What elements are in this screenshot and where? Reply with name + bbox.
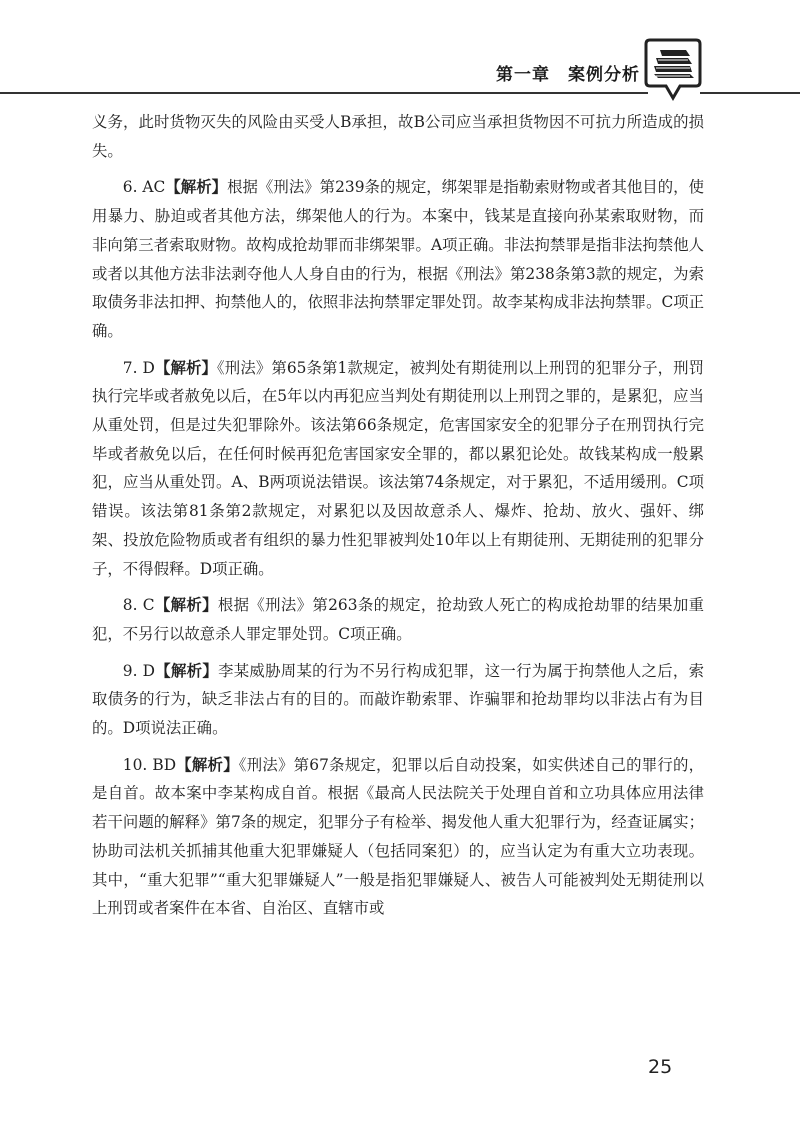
analysis-tag: 【解析】	[176, 755, 239, 774]
analysis-tag: 【解析】	[154, 358, 217, 377]
analysis-tag: 【解析】	[155, 661, 219, 680]
answer-number: 10. BD	[122, 755, 177, 774]
answer-number: 6. AC	[122, 178, 166, 197]
header-rule-right	[700, 92, 800, 94]
answer-10	[92, 751, 704, 923]
answer-9	[92, 657, 704, 743]
answer-number: 7. D	[122, 358, 155, 377]
paragraph-text: 义务，此时货物灭失的风险由买受人B承担，故B公司应当承担货物因不可抗力所造成的损失。	[92, 113, 704, 160]
page-header	[0, 0, 800, 96]
header-rule	[0, 92, 648, 94]
chapter-title: 案例分析	[568, 65, 640, 85]
page-body	[92, 108, 704, 931]
answer-6	[92, 173, 704, 345]
answer-7	[92, 354, 704, 584]
paragraph-text: 根据《刑法》第239条的规定，绑架罪是指勒索财物或者其他目的，使用暴力、胁迫或者其他方法，绑架他人的行为。本案中，钱某是直接向孙某索取财物，而非向第三者索取财物。故构成抢劫罪而非绑架罪。A项正确。非法拘禁罪是指非法拘禁他人或者以其他方法非法剥夺他人人身自由的行为，根据《刑法》第238条第3款的规定，为索取债务非法扣押、拘禁他人的，依照非法拘禁罪定罪处罚。故李某构成非法拘禁罪。C项正确。	[92, 178, 705, 340]
page-number: 25	[648, 1056, 673, 1078]
answer-8	[92, 591, 704, 648]
paragraph-text: 《刑法》第65条第1款规定，被判处有期徒刑以上刑罚的犯罪分子，刑罚执行完毕或者赦免以后，在5年以内再犯应当判处有期徒刑以上刑罚之罪的，是累犯，应当从重处罚，但是过失犯罪除外。该法第66条规定，危害国家安全的犯罪分子在刑罚执行完毕或者赦免以后，在任何时候再犯危害国家安全罪的，都以累犯论处。故钱某构成一般累犯，应当从重处罚。A、B两项说法错误。该法第74条规定，对于累犯，不适用缓刑。C项错误。该法第81条第2款规定，对累犯以及因故意杀人、爆炸、抢劫、放火、强奸、绑架、投放危险物质或者有组织的暴力性犯罪被判处10年以上有期徒刑、无期徒刑的犯罪分子，不得假释。D项正确。	[92, 358, 704, 578]
chapter-number: 第一章	[496, 65, 550, 85]
answer-number: 8. C	[122, 596, 155, 615]
answer-number: 9. D	[122, 661, 156, 680]
analysis-tag: 【解析】	[165, 178, 228, 197]
book-stack-icon	[640, 38, 706, 102]
paragraph-text: 根据《刑法》第263条的规定，抢劫致人死亡的构成抢劫罪的结果加重犯，不另行以故意杀人罪定罪处罚。C项正确。	[92, 596, 704, 643]
paragraph-text: 《刑法》第67条规定，犯罪以后自动投案，如实供述自己的罪行的，是自首。故本案中李某构成自首。根据《最高人民法院关于处理自首和立功具体应用法律若干问题的解释》第7条的规定，犯罪分子有检举、揭发他人重大犯罪行为，经查证属实；协助司法机关抓捕其他重大犯罪嫌疑人（包括同案犯）的，应当认定为有重大立功表现。其中，“重大犯罪”“重大犯罪嫌疑人”一般是指犯罪嫌疑人、被告人可能被判处无期徒刑以上刑罚或者案件在本省、自治区、直辖市或	[92, 755, 704, 918]
paragraph-continued	[92, 108, 704, 165]
paragraph-text: 李某威胁周某的行为不另行构成犯罪，这一行为属于拘禁他人之后，索取债务的行为，缺乏非法占有的目的。而敲诈勒索罪、诈骗罪和抢劫罪均以非法占有为目的。D项说法正确。	[92, 661, 704, 738]
chapter-heading	[496, 60, 640, 85]
analysis-tag: 【解析】	[154, 596, 218, 615]
